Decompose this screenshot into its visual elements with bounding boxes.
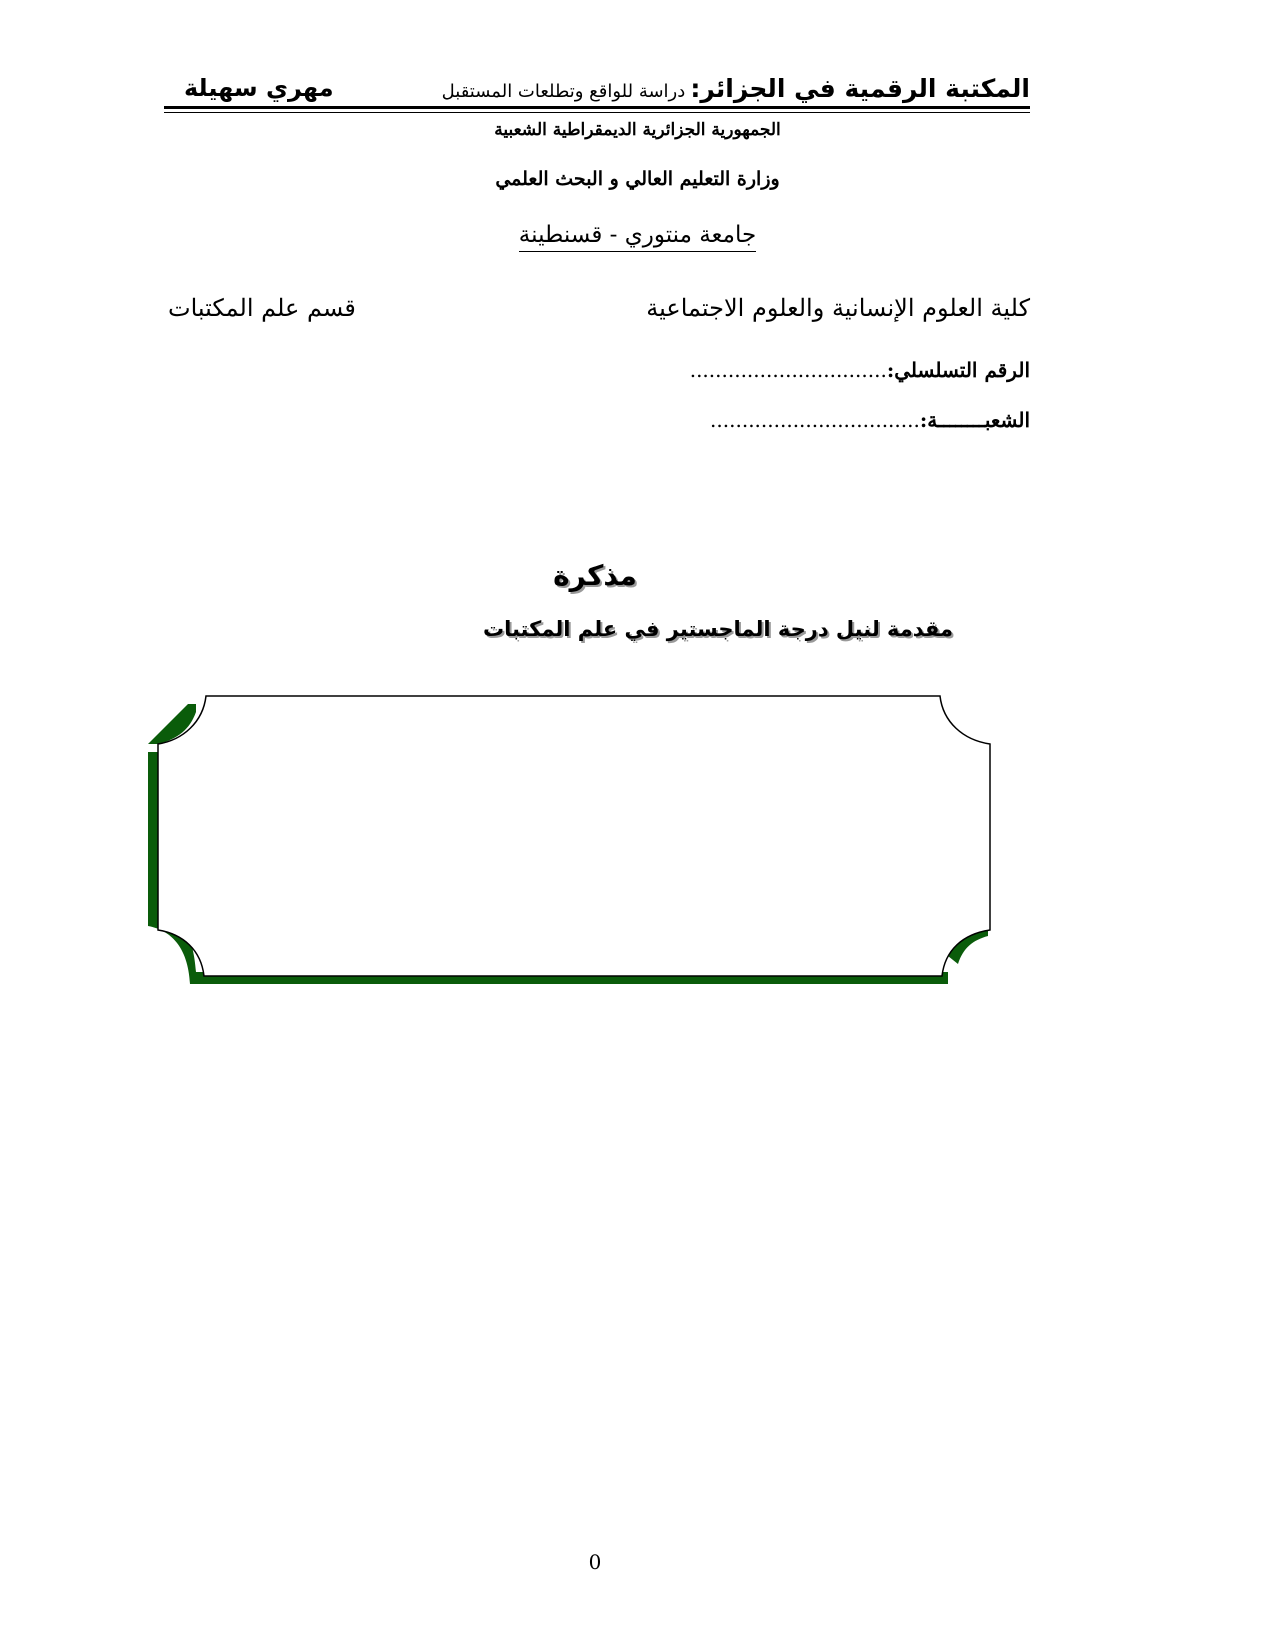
ministry-name: وزارة التعليم العالي و البحث العلمي (495, 168, 780, 190)
header-author: مهري سهيلة (184, 74, 334, 102)
branch-value: ................................. (710, 408, 920, 432)
memo-subtitle: مقدمة لنيل درجة الماجستير في علم المكتبات (482, 617, 953, 641)
page-number: 0 (588, 1550, 602, 1574)
title-frame-outline (158, 696, 990, 976)
serial-number-label: الرقم التسلسلي: (886, 358, 1030, 382)
header-title (442, 74, 1030, 103)
faculty-name: كلية العلوم الإنسانية والعلوم الاجتماعية (646, 294, 1030, 322)
department-name: قسم علم المكتبات (168, 294, 356, 322)
branch-label: الشعبــــــــة: (919, 408, 1030, 432)
university-name (0, 222, 1275, 248)
header-rule-thin (164, 112, 1030, 113)
running-header (164, 70, 1030, 114)
republic-name: الجمهورية الجزائرية الديمقراطية الشعبية (494, 120, 781, 140)
university-name-text: جامعة منتوري - قسنطينة (519, 222, 756, 252)
header-rule-thick (164, 106, 1030, 109)
header-title-bold: المكتبة الرقمية في الجزائر: (690, 74, 1030, 103)
memo-title: مذكرة (553, 559, 637, 592)
serial-number-row (690, 358, 1030, 382)
title-frame (148, 694, 1048, 1014)
header-title-light: دراسة للواقع وتطلعات المستقبل (441, 81, 686, 102)
branch-row (710, 408, 1030, 432)
serial-number-value: ............................... (689, 358, 887, 382)
